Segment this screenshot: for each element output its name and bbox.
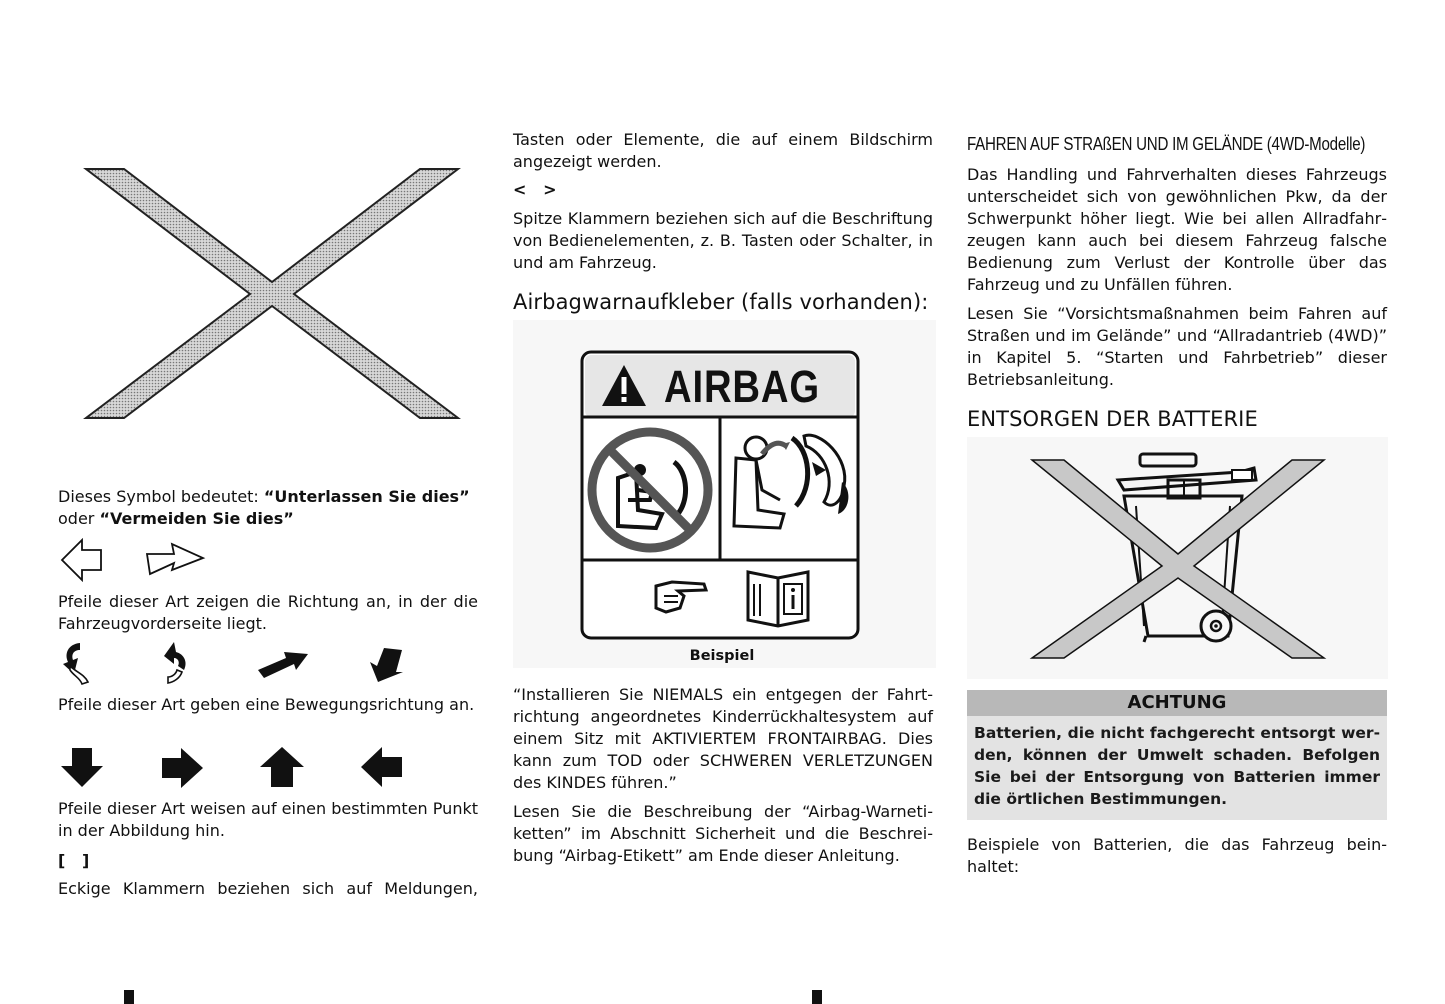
- up-arrow-icon: [259, 746, 305, 788]
- prohibition-cross-icon: [82, 166, 462, 422]
- square-brackets-symbol: [ ]: [58, 851, 90, 870]
- curved-up-arrow-icon: [158, 640, 192, 686]
- battery-examples-text: Beispiele von Batterien, die das Fahrzeug beinhaltet:: [967, 835, 1387, 876]
- continued-text: Tasten oder Elemente, die auf einem Bildschirm angezeigt werden.: [513, 130, 933, 171]
- arrows-movement-text: Pfeile dieser Art geben eine Bewegungsrichtung an.: [58, 695, 475, 714]
- crop-mark-left: [124, 990, 134, 1004]
- airbag-quote: “Installieren Sie NIEMALS ein entgegen der Fahrtrichtung angeordnetes Kinderrückhaltesystem auf einem Sitz mit AKTIVIERTEM FRONTAIRBAG. Dies kann zum TOD oder SCHWEREN VERLETZUNGEN des KINDES führen.”: [513, 685, 933, 792]
- right-arrow-icon: [160, 747, 204, 789]
- diagonal-down-left-arrow-icon: [366, 646, 406, 684]
- curved-down-arrow-icon: [60, 640, 94, 686]
- left-arrow-icon: [360, 746, 404, 788]
- owners-manual-icon: [748, 572, 808, 626]
- offroad-heading: FAHREN AUF STRAßEN UND IM GELÄNDE (4WD-Modelle): [967, 134, 1366, 154]
- airbag-heading: Airbagwarnaufkleber (falls vorhanden):: [513, 290, 929, 314]
- down-arrow-icon: [60, 746, 104, 788]
- symbol-explanation: [58, 486, 478, 530]
- symbol-bold-2: “Vermeiden Sie dies”: [99, 509, 294, 528]
- symbol-mid-text: oder: [58, 509, 100, 528]
- crop-mark-right: [812, 990, 822, 1004]
- outline-left-arrow-icon: [60, 538, 104, 582]
- airbag-read-more: Lesen Sie die Beschreibung der “Airbag-Warnetiketten” im Abschnitt Sicherheit und die Beschreibung “Airbag-Etikett” am Ende dieser Anleitung.: [513, 802, 933, 865]
- warning-title: ACHTUNG: [967, 690, 1387, 716]
- airbag-label-title: AIRBAG: [664, 361, 820, 412]
- arrows-pointer-text: Pfeile dieser Art weisen auf einen bestimmten Punkt in der Abbildung hin.: [58, 799, 478, 840]
- warning-text: Batterien, die nicht fachgerecht entsorgt werden, können der Umwelt schaden. Befolgen Sie bei der Entsorgung von Batterien immer die örtlichen Bestimmungen.: [967, 716, 1387, 820]
- figure-caption: Beispiel: [689, 648, 755, 664]
- diagonal-right-arrow-icon: [256, 648, 310, 680]
- offroad-paragraph-2: Lesen Sie “Vorsichtsmaßnahmen beim Fahren auf Straßen und im Gelände” und “Allradantrieb (4WD)” in Kapitel 5. “Starten und Fahrbetrieb” dieser Betriebsanleitung.: [967, 304, 1387, 389]
- square-brackets-text: Eckige Klammern beziehen sich auf Meldungen,: [58, 879, 478, 898]
- crossed-wheelie-bin-icon: [1028, 450, 1328, 662]
- rear-facing-child-seat-prohibited-icon: [592, 432, 708, 548]
- angle-brackets-symbol: < >: [513, 180, 557, 199]
- battery-heading: ENTSORGEN DER BATTERIE: [967, 407, 1258, 431]
- offroad-paragraph-1: Das Handling und Fahrverhalten dieses Fahrzeugs unterscheidet sich von gewöhnlichen Pkw, da der Schwerpunkt höher liegt. Wie bei allen Allradfahrzeugen kann auch bei diesem Fahrzeug falsche Bedienung zum Verlust der Kontrolle über das Fahrzeug und zu Unfällen führen.: [967, 165, 1387, 294]
- arrows-direction-text: Pfeile dieser Art zeigen die Richtung an, in der die Fahrzeugvorderseite liegt.: [58, 592, 478, 633]
- angle-brackets-text: Spitze Klammern beziehen sich auf die Beschriftung von Bedienelementen, z. B. Tasten oder Schalter, in und am Fahrzeug.: [513, 209, 933, 272]
- symbol-pre-text: Dieses Symbol bedeutet:: [58, 487, 264, 506]
- warning-box: [967, 690, 1387, 820]
- outline-right-arrow-icon: [144, 540, 206, 576]
- symbol-bold-1: “Unterlassen Sie dies”: [263, 487, 470, 506]
